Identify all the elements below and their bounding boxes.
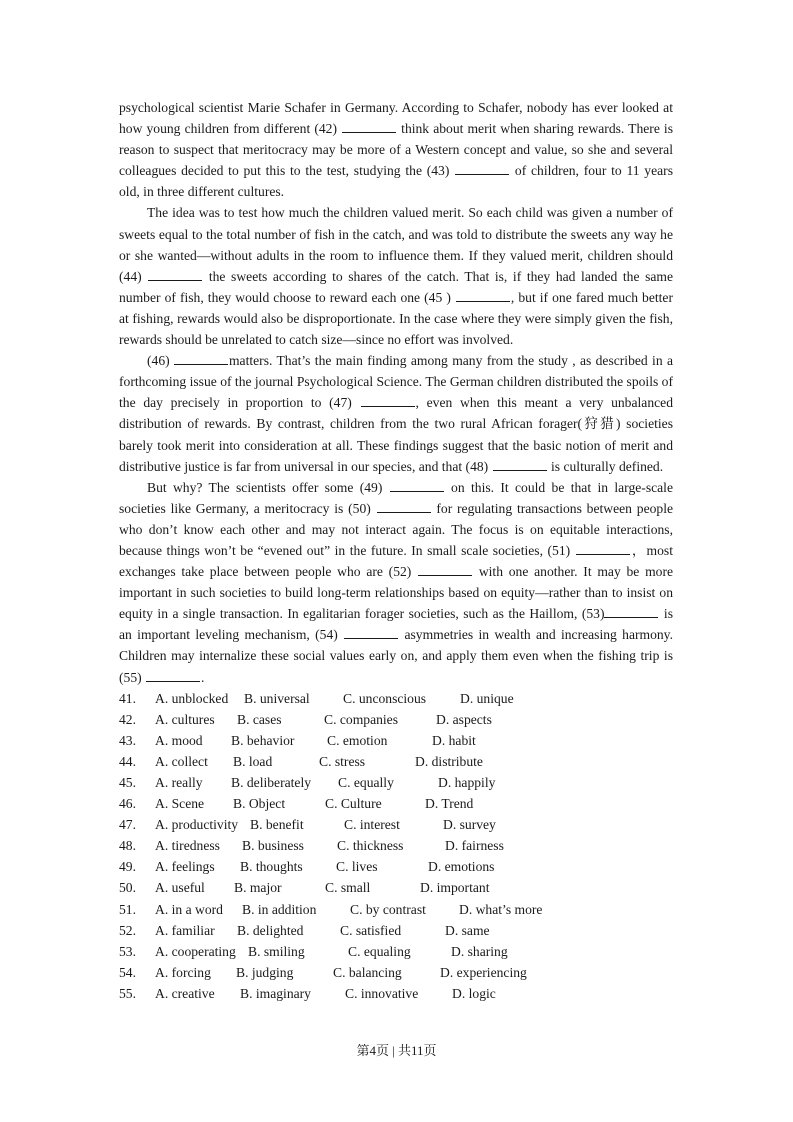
answer-blank-43 [455,162,509,175]
option-d: D. sharing [451,943,508,959]
text-run: The idea was to test how much the children valued merit. So each child was given a number of sweets equal to the total number of fish in the catch, and was told to distribute the sweets any way he or she wanted—without adults in the room to influence them. If they valued merit, children should (44) [119,205,673,284]
passage-paragraph-2 [119,202,673,350]
question-number: 46. [119,796,136,812]
question-number: 48. [119,838,136,854]
text-run: of children, four to 11 years old, in three different cultures. [119,163,673,200]
option-d: D. what’s more [459,901,543,917]
text-run: , even when this meant a very unbalanced distribution of rewards. By contrast, children from the two rural African forager(狩猎) societies barely took merit into consideration at all. These findings suggest that the basic notion of merit and distributive justice is far from universal in our species, and that (48) [119,395,673,474]
question-number: 49. [119,859,136,875]
answer-blank-55 [146,669,200,682]
option-c: C. emotion [327,732,388,748]
option-b: B. smiling [248,943,305,959]
option-a: A. feelings [155,859,215,875]
option-b: B. thoughts [240,859,303,875]
answer-blank-49 [390,479,444,492]
answer-blank-44 [148,268,202,281]
option-a: A. tiredness [155,838,220,854]
text-run: . [201,669,205,685]
question-number: 43. [119,732,136,748]
question-options-row [119,730,673,751]
question-options-row [119,941,673,962]
option-d: D. happily [438,775,496,790]
option-b: B. major [234,880,282,896]
text-run: psychological scientist Marie Schafer in Germany. According to Schafer, nobody has ever looked at how young children from different (42) [119,100,673,137]
passage-paragraph-1 [119,97,673,202]
option-b: B. universal [244,690,310,706]
option-a: A. forcing [155,964,211,980]
option-d: D. distribute [415,753,483,769]
text-run: But why? The scientists offer some (49) [147,479,389,495]
answer-blank-45 [456,289,510,302]
option-a: A. collect [155,753,208,769]
question-number: 47. [119,817,136,833]
option-d: D. important [420,880,490,896]
option-c: C. companies [324,711,398,727]
question-options-row [119,962,673,983]
option-b: B. deliberately [231,775,312,790]
option-b: B. in addition [242,901,317,917]
option-b: B. judging [236,964,294,980]
option-b: B. cases [237,711,282,727]
text-run: is an important leveling mechanism, (54) [119,606,673,643]
option-c: C. by contrast [350,901,426,917]
answer-blank-53 [604,605,658,618]
passage-paragraph-4 [119,477,673,688]
question-number: 54. [119,964,136,980]
option-a: A. familiar [155,922,215,938]
text-run: is culturally defined. [547,458,664,474]
option-c: C. lives [336,859,378,875]
answer-blank-54 [344,626,398,639]
option-a: A. unblocked [155,690,229,706]
option-d: D. aspects [436,711,492,727]
text-run: on this. It could be that in large-scale societies like Germany, a meritocracy is (50) [119,479,673,516]
answer-blank-52 [418,563,472,576]
answer-blank-50 [377,500,431,513]
option-b: B. business [242,838,304,854]
option-b: B. imaginary [240,985,311,1001]
question-number: 50. [119,880,136,896]
option-d: D. survey [443,817,496,833]
question-number: 55. [119,985,136,1001]
text-run: the sweets according to shares of the catch. That is, if they had landed the same number of fish, they would choose to reward each one (45 ) [119,268,673,305]
question-options-row [119,751,673,772]
option-b: B. benefit [250,817,304,833]
option-a: A. in a word [155,901,223,917]
question-options-row [119,983,673,1004]
option-c: C. thickness [337,838,404,854]
answer-blank-42 [342,120,396,133]
question-options-row [119,920,673,941]
text-run: think about merit when sharing rewards. There is reason to suspect that meritocracy may be more of a Western concept and value, so she and several colleagues decided to put this to the test, studying the (43) [119,121,673,179]
question-options-row [119,814,673,835]
option-a: A. cultures [155,711,215,727]
option-c: C. stress [319,753,366,769]
option-d: D. Trend [425,796,474,812]
question-options-row [119,899,673,920]
question-options-row [119,793,673,814]
option-a: A. productivity [155,817,239,833]
option-a: A. creative [155,985,215,1001]
text-run: , but if one fared much better at fishing, rewards would also be disproportionate. In the case where they were simply given the fish, rewards should be unrelated to catch size—since no effort was involved. [119,289,673,348]
text-run: for regulating transactions between people who don’t know each other and may not interact again. The focus is on equitable interactions, because things won’t be “evened out” in the future. In small scale societies, (51) [119,500,674,558]
page-footer: 第4页 | 共11页 [356,1043,437,1058]
text-run: matters. That’s the main finding among many from the study , as described in a forthcoming issue of the journal Psychological Science. The German children distributed the spoils of the day precisely in proportion to (47) [119,353,673,411]
question-number: 45. [119,775,136,790]
question-number: 51. [119,901,136,917]
option-c: C. equally [338,775,394,790]
question-number: 42. [119,711,136,727]
question-options-row [119,709,673,730]
document-page [119,97,673,1004]
option-c: C. unconscious [343,690,427,706]
option-a: A. really [155,775,203,790]
option-d: D. fairness [445,838,504,854]
option-d: D. habit [432,732,476,748]
answer-blank-48 [493,458,547,471]
text-run: ，most exchanges take place between people who are (52) [119,542,673,580]
question-options-row [119,772,673,793]
option-a: A. cooperating [155,943,236,959]
option-c: C. satisfied [340,922,402,938]
question-number: 41. [119,690,136,706]
option-c: C. equaling [348,943,411,959]
option-d: D. unique [460,690,514,706]
question-options-row [119,856,673,877]
option-b: B. load [233,753,273,769]
question-number: 52. [119,922,136,938]
question-number: 44. [119,753,136,769]
question-options-row [119,877,673,898]
passage-paragraph-3 [119,350,673,477]
answer-blank-46 [174,352,228,365]
option-d: D. experiencing [440,964,527,980]
option-a: A. Scene [155,796,205,812]
text-run: (46) [147,353,174,369]
option-c: C. small [325,880,371,896]
option-c: C. interest [344,817,400,833]
answer-blank-47 [361,394,415,407]
question-number: 53. [119,943,136,959]
text-run: with one another. It may be more important in such societies to build long-term relationships based on equity—rather than to insist on equity in a single transaction. In egalitarian forager societies, such as the Haillom, (53) [119,564,673,622]
option-a: A. useful [155,880,205,896]
text-run: asymmetries in wealth and increasing harmony. Children may internalize these social values early on, and apply them even when the fishing trip is (55) [119,627,673,685]
answer-options-list [119,688,673,1004]
option-d: D. logic [452,985,496,1001]
option-c: C. Culture [325,796,382,812]
option-c: C. balancing [333,964,402,980]
option-b: B. Object [233,796,286,812]
option-b: B. behavior [231,732,295,748]
option-d: D. emotions [428,859,495,875]
question-options-row [119,688,673,709]
option-a: A. mood [155,732,203,748]
option-c: C. innovative [345,985,419,1001]
question-options-row [119,835,673,856]
answer-blank-51 [576,542,630,555]
option-b: B. delighted [237,922,304,938]
option-d: D. same [445,922,490,938]
